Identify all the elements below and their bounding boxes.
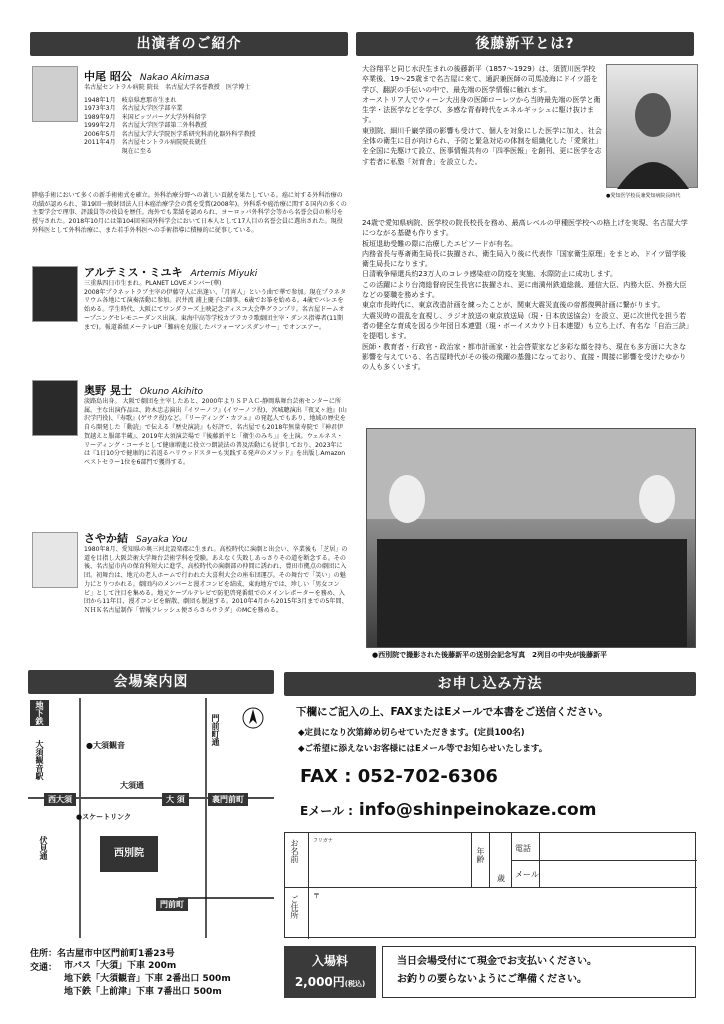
venue-map (28, 698, 274, 938)
career-date: 2006年5月 (84, 130, 116, 138)
career-row (84, 148, 262, 157)
map-label-fushimi: 伏見通 (39, 836, 48, 860)
form-furigana: フリガナ (313, 838, 333, 844)
map-label-ura-monzen: 裏門前町 (208, 793, 248, 806)
performer-name: さやか結 Sayaka You (84, 532, 188, 545)
portrait-caption: ●愛知医学校長兼愛知病院長時代 (606, 193, 681, 199)
apply-line1: 下欄にご記入の上、FAXまたはEメールで本書をご送信ください。 (296, 706, 609, 718)
map-venue-nishi-betsuin: 西別院 (100, 836, 158, 872)
career-event: 名古屋大学医学部卒業 (121, 105, 183, 113)
map-label-monzen-dori: 門前町通 (211, 714, 220, 746)
career-row (84, 105, 262, 114)
career-row (84, 131, 262, 140)
fee-note-line: 当日会場受付にて現金でお支払いください。 (397, 956, 597, 967)
career-date: 1973年3月 (84, 105, 116, 113)
mail-input[interactable] (541, 862, 691, 886)
fee-amount: 2,000円(税込) (294, 975, 366, 989)
apply-bullet: ◆定員になり次第締め切らせていただきます。(定員100名) (298, 728, 525, 738)
apply-header: お申し込み方法 (284, 672, 696, 696)
map-label-osu-kannon: ●大須観音 (86, 741, 125, 750)
career-event: 名古屋大学医学部第二外科教授 (121, 122, 207, 130)
career-row (84, 114, 262, 123)
goto-text-bottom: 24歳で愛知県病院、医学校の院長校長を務め、最高レベルの甲種医学校への格上げを実現、名古屋大学につながる基礎も作ります。 板垣退助受難の際に治療したエピソードが有名。 内務省長与専斎衛生局長に抜擢され、衛生局入り後に代表作「国家衛生原理」をまとめ、ドイツ留学後衛生局長になります。 日清戦争帰還兵約23万人のコレラ感染症の防疫を実施、水際防止に成功します。 この活躍により台湾総督府民生長官に抜擢され、更に南満州鉄道総裁、逓信大臣、内務大臣、外務大臣などの要職を務めます。 東京市長時代に、東京改造計画を練ったことが、関東大震災直後の帝都復興計画に繋がります。 大震災時の混乱を直視し、ラジオ放送の東京放送局（現・日本放送協会）を設立、更に次世代を担う若者の健全な育成を図る少年団日本連盟（現・ボーイスカウト日本連盟）も立ち上げ、有名な「自治三訣」を提唱します。 医師・教育者・行政官・政治家・都市計画家・社会啓蒙家など多彩な顔を持ち、現在も多方面に大きな影響を与えている、名古屋時代がその後の飛躍の基盤になっており、直接・間接に影響を受けたゆかりの人も多くいます。 (362, 218, 690, 372)
performer-name: 奥野 晃士 Okuno Akihito (84, 384, 204, 397)
okuno-bio: 淡路島出身。 大阪で劇団を主宰したあと、2000年よりＳＰＡＣ-静岡県舞台芸術センターに所属。主な出演作品は、鈴木忠志演出『イワーノフ』(イワーノフ役)、宮城聰演出『夜叉ヶ池』(山沢学円役)、『寿歌』(ゲサク役)など。『リーディング・カフェ』の発起人でもあり、地域の歴史を自ら開発した「動読」で伝える『歴史演読』も好評で、名古屋でも2018年無量寿院で『神君伊賀越えと服部半蔵』、2019年大須演芸場で『後藤新平と「衛生のみち」』を上演。ウェルネス・リーディング・コーチとして健康増進に役立つ朗読法の普及活動にも従事しており、2023年には『1日10分で健康的に若返るハリウッドスターも実践する発声のメソッド』を出版しAmazonベストセラー1位を6部門で獲得する。 (84, 398, 347, 466)
group-photo-figures (367, 429, 696, 648)
map-label-skate: ●スケートリンク (76, 813, 131, 821)
name-input[interactable] (311, 845, 471, 885)
access-item: 地下鉄「上前津」下車 7番出口 500m (64, 987, 222, 997)
form-address-label: ご住所 (290, 895, 299, 919)
artemis-photo (32, 266, 78, 322)
goto-portrait (606, 64, 698, 188)
nakao-bio: 膵癌手術において多くの新手術術式を確立。外科治療分野への著しい貢献を果たしている。癌に対する外科治療の功績が認められ、第19回一般財団法人日本癌治療学会の賞を受賞(2008年)。外科系や癌治療に関する国内の多くの主要学会で理事、評議員等の役員を歴任。海外でも業績を認められ、ヨーロッパ外科学会等から名誉会員の称号を授与された。2018年10月には第104回米国外科学会において日本人として17人目の名誉会員に選出された。現役外科医として外科治療に、また若手外科医への手術指導に積極的に従事している。 (32, 192, 347, 234)
group-photo (366, 428, 696, 648)
access-item: 市バス「大須」下車 200m (64, 961, 177, 971)
career-row (84, 97, 262, 106)
career-table (84, 97, 262, 157)
email-line: Eメール : info@shinpeinokaze.com (300, 800, 597, 820)
form-name-label: お名前 (290, 839, 299, 863)
map-label-osu-dori: 大須通 (120, 781, 144, 790)
goto-header: 後藤新平とは? (356, 32, 694, 56)
access-list (64, 960, 231, 999)
application-form (284, 832, 696, 938)
career-row (84, 122, 262, 131)
performer-name: 中尾 昭公 Nakao Akimasa (84, 70, 210, 83)
performer-details (84, 84, 348, 156)
email-address[interactable]: info@shinpeinokaze.com (358, 800, 597, 820)
artemis-bio: 三重県四日市生まれ。PLANET LOVEメンバー(華) 2008年プラネットラブ主宰の伊藤守人に出逢い、「月宵人」という曲で華で参加。現在プラネタリウム各地にて演奏活動に参加。沢井流 浦上慶子に師事。6歳でお筝を始める。4歳でバレエを始める。学生時代、大阪にてワンダラーズ上映記念ディスコ大会準グランプリ。名古屋ドームオープニングセレモニーダンス出演。東海中高等学校カブラカラ歌劇団主宰・ダンス指導者(11期まで)。報道番組メーテレUP「難病を克服したパフォーマンスダンサー」でオンエアー。 (84, 280, 346, 331)
portrait-figure (607, 65, 699, 189)
map-label-nishi-osu: 西大須 (44, 793, 76, 806)
performers-header: 出演者のご紹介 (30, 32, 348, 56)
access-item: 地下鉄「大須観音」下車 2番出口 500m (64, 974, 231, 984)
apply-bullet: ◆ご希望に添えないお客様にはEメール等でお知らせいたします。 (298, 744, 548, 754)
career-event: 米国ピッツバーグ大学外科留学 (121, 113, 207, 121)
fee-label: 入場料 (311, 954, 348, 968)
map-header: 会場案内図 (28, 670, 274, 694)
career-event: 現在に至る (121, 147, 153, 155)
map-label-chikatetsu: 地下鉄 (30, 700, 49, 726)
form-mail-label: メール (515, 870, 539, 879)
access-label: 交通： (30, 963, 58, 973)
performer-title: 名古屋セントラル病院 院長 名古屋大学名誉教授 医学博士 (84, 84, 251, 91)
career-date: 2011年4月 (84, 139, 116, 147)
map-label-osu: 大 須 (162, 793, 189, 806)
map-label-osu-kannon-station: 大須観音駅 (35, 740, 44, 780)
career-date (84, 148, 122, 157)
group-photo-caption: ●西別院で撮影された後藤新平の送別会記念写真 2列目の中央が後藤新平 (372, 651, 607, 659)
okuno-photo (32, 380, 78, 436)
goto-text-top: 大谷翔平と同じ水沢生まれの後藤新平（1857〜1929）は、須賀川医学校卒業後、19〜25歳まで名古屋に来て、通訳兼医師の司馬凌海にドイツ語を学び、翻訳の手伝いの中で、最先端の医学情報に触れます。 オーストリア人でウィーン大出身の医師ローレツから当時最先端の医学と衛生学・法医学などを学び、多感な青春時代をエネルギッシュに駆け抜けます。 東別院、細川千巌学頭の影響も受けて、個人を対象にした医学に加え、社会全体の衛生に目が向けられ、予防と緊急対応の体制を組織化した「愛衆社」を全国に先駆けて設立、医事情報共有の「四季医報」を創刊、更に医学を志す若者に私塾「対育舎」を設立した。 (362, 64, 603, 166)
fee-note-line: お釣りの要らないようにご準備ください。 (397, 974, 587, 985)
career-event: 名古屋大学大学院医学系研究科消化器外科学教授 (121, 130, 256, 138)
performer-name: アルテミス・ミユキ Artemis Miyuki (84, 266, 258, 279)
fee-note (382, 946, 696, 998)
form-tel-label: 電話 (515, 844, 531, 853)
career-date: 1948年1月 (84, 96, 116, 104)
sayaka-bio: 1980年8月、愛知県の奥三河北設楽郡に生まれ。高校時代に演劇と出会い、卒業後も「芝居」の道を目指し大阪芸術大学舞台芸術学科を受験。あえなく失敗しあっさりその道を断念する。その後、名古屋市内の保育科短大に進学、高校時代の演劇部の仲間に誘われ、豊田市拠点の劇団に入団。初舞台は、地元の老人ホームで行われた大喜利大会の座布団運び。その舞台で「笑い」の魅力にとりつかれる。劇団内のメンバーと漫才コンビを結成、東海地方では、珍しい「男女コンビ」として注目を集める。地元ケーブルテレビで防犯啓発番組でのメインレポーターを務め、入団から11年目、漫才コンビを解散、劇団も脱退する。2010年4月から2015年3月までの5年間、ＮＨＫ名古屋制作「情報フレッシュ便さらさらサラダ」のMCを務める。 (84, 546, 348, 614)
address: 住所：名古屋市中区門前町1番23号 (30, 949, 175, 959)
career-date: 1999年2月 (84, 122, 116, 130)
fee-box (284, 946, 376, 998)
career-event: 岐阜県恵那市生まれ (121, 96, 177, 104)
map-label-monzen-machi: 門前町 (156, 898, 188, 911)
career-row (84, 139, 262, 148)
map-box (28, 670, 274, 940)
career-event: 名古屋セントラル病院院長就任 (121, 139, 207, 147)
sayaka-photo (32, 532, 78, 588)
form-postal: 〒 (313, 892, 320, 900)
form-sai: 歳 (497, 874, 505, 883)
nakao-photo (32, 66, 78, 122)
tel-input[interactable] (541, 835, 691, 859)
form-age-label: 年齢 (476, 847, 485, 863)
fax-number: FAX : 052-702-6306 (300, 766, 498, 787)
address-input[interactable] (311, 889, 691, 937)
career-date: 1989年9月 (84, 113, 116, 121)
